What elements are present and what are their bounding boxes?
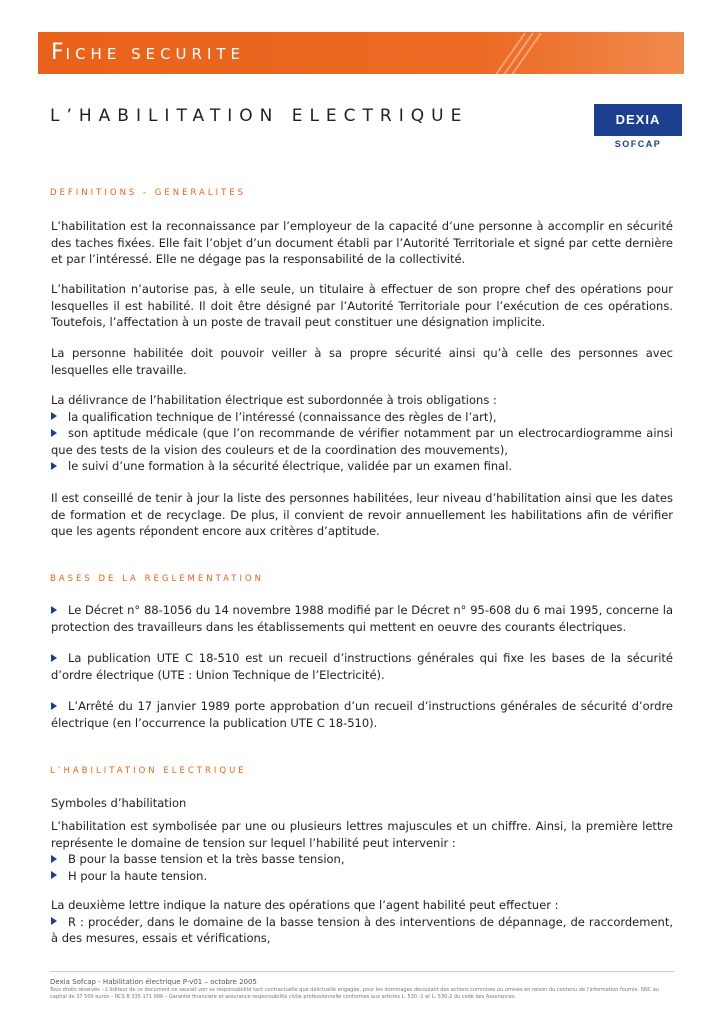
operations-block [51,897,673,947]
subheading-symboles: Symboles d’habilitation [51,796,187,810]
triangle-bullet-icon [51,871,57,879]
page-footer [50,971,674,1001]
list-item: son aptitude médicale (que l’on recommande de vérifier notamment par un electrocardiogramme ainsi que des tests de la vision des couleurs et de la coordination des mouvements), [51,426,673,457]
footer-legal: Tous droits réservés – L’éditeur de ce document ne saurait voir sa responsabilité tant contractuelle que délictuelle engagée, pour les dommages découlant des actions commises ou omises en raison du contenu de l’information fournie. SNC au capital de 37 500 euros – RCS B 335 171 096 – Garantie financière et assurance responsabilité civile professionnelle conformes aux articles L. 530 -1 et L. 530-2 du code des Assurances. [50,987,660,1000]
paragraph-definition: L’habilitation est la reconnaissance par l’employeur de la capacité d’une personne à accomplir en sécurité des taches fixées. Elle fait l’objet d’un document établi par l’Autorité Territoriale et signé par cette dernière et par l’intéressé. Elle ne dégage pas la responsabilité de la collectivité. [51,219,673,266]
triangle-bullet-icon [51,917,57,925]
list-item: B pour la basse tension et la très basse tension, [51,851,673,868]
header-banner [38,32,684,74]
reglementation-item: Le Décret n° 88-1056 du 14 novembre 1988 modifié par le Décret n° 95-608 du 6 mai 1995, concerne la protection des travailleurs dans les établissements qui mettent en oeuvre des courants électriques. [51,603,673,634]
list-item: le suivi d’une formation à la sécurité électrique, validée par un examen final. [51,458,673,475]
reglementation-item: L’Arrêté du 17 janvier 1989 porte approbation d’un recueil d’instructions générales de sécurité d’ordre électrique (en l’occurrence la publication UTE C 18-510). [51,699,673,730]
triangle-bullet-icon [51,855,57,863]
operations-intro: La deuxième lettre indique la nature des opérations que l’agent habilité peut effectuer : [51,898,559,912]
paragraph-liste-habilitations: Il est conseillé de tenir à jour la liste des personnes habilitées, leur niveau d’habilitation ainsi que les dates de formation et de recyclage. De plus, il convient de revoir annuellement les habilitations afin de vérifier que les agents répondent encore aux critères d’aptitude. [51,491,673,538]
banner-rest: ICHE SECURITE [65,45,246,63]
paragraph-autorisation: L’habilitation n’autorise pas, à elle seule, un titulaire à effectuer de son propre chef des opérations pour lesquelles il est habilité. Il doit être désigné par l’Autorité Territoriale pour l’exécution de ces opérations. Toutefois, l’affectation à un poste de travail peut constituer une désignation implicite. [51,282,673,329]
obligations-intro: La délivrance de l’habilitation électrique est subordonnée à trois obligations : [51,393,497,407]
obligations-block [51,392,673,475]
paragraph-securite: La personne habilitée doit pouvoir veiller à sa propre sécurité ainsi qu’à celle des personnes avec lesquelles elle travaille. [51,346,673,377]
decor-slash [508,32,542,74]
dexia-logo [594,104,682,149]
list-item: H pour la haute tension. [51,868,673,885]
triangle-bullet-icon [51,654,57,662]
banner-initial: F [51,40,66,65]
triangle-bullet-icon [51,702,57,710]
list-item: R : procéder, dans le domaine de la basse tension à des interventions de dépannage, de raccordement, à des mesures, essais et vérifications, [51,914,673,945]
logo-box: DEXIA [594,104,682,136]
banner-title [51,40,245,65]
symboles-block [51,818,673,884]
triangle-bullet-icon [51,462,57,470]
footer-reference: Dexia Sofcap - Habilitation électrique P-v01 – octobre 2005 [50,978,257,986]
section-heading-reglementation: BASES DE LA REGLEMENTATION [50,574,265,584]
page-title: L’HABILITATION ELECTRIQUE [50,106,469,126]
section-heading-habilitation: L’HABILITATION ELECTRIQUE [50,766,247,776]
symboles-intro: L’habilitation est symbolisée par une ou plusieurs lettres majuscules et un chiffre. Ainsi, la première lettre représente le domaine de tension sur lequel l’habilité peut intervenir : [51,819,673,850]
logo-sub: SOFCAP [614,139,662,149]
triangle-bullet-icon [51,429,57,437]
triangle-bullet-icon [51,606,57,614]
list-item: la qualification technique de l’intéressé (connaissance des règles de l’art), [51,409,673,426]
section-heading-definitions: DEFINITIONS - GENERALITES [50,188,247,198]
triangle-bullet-icon [51,412,57,420]
reglementation-item: La publication UTE C 18-510 est un recueil d’instructions générales qui fixe les bases de la sécurité d’ordre électrique (UTE : Union Technique de l’Electricité). [51,651,673,682]
